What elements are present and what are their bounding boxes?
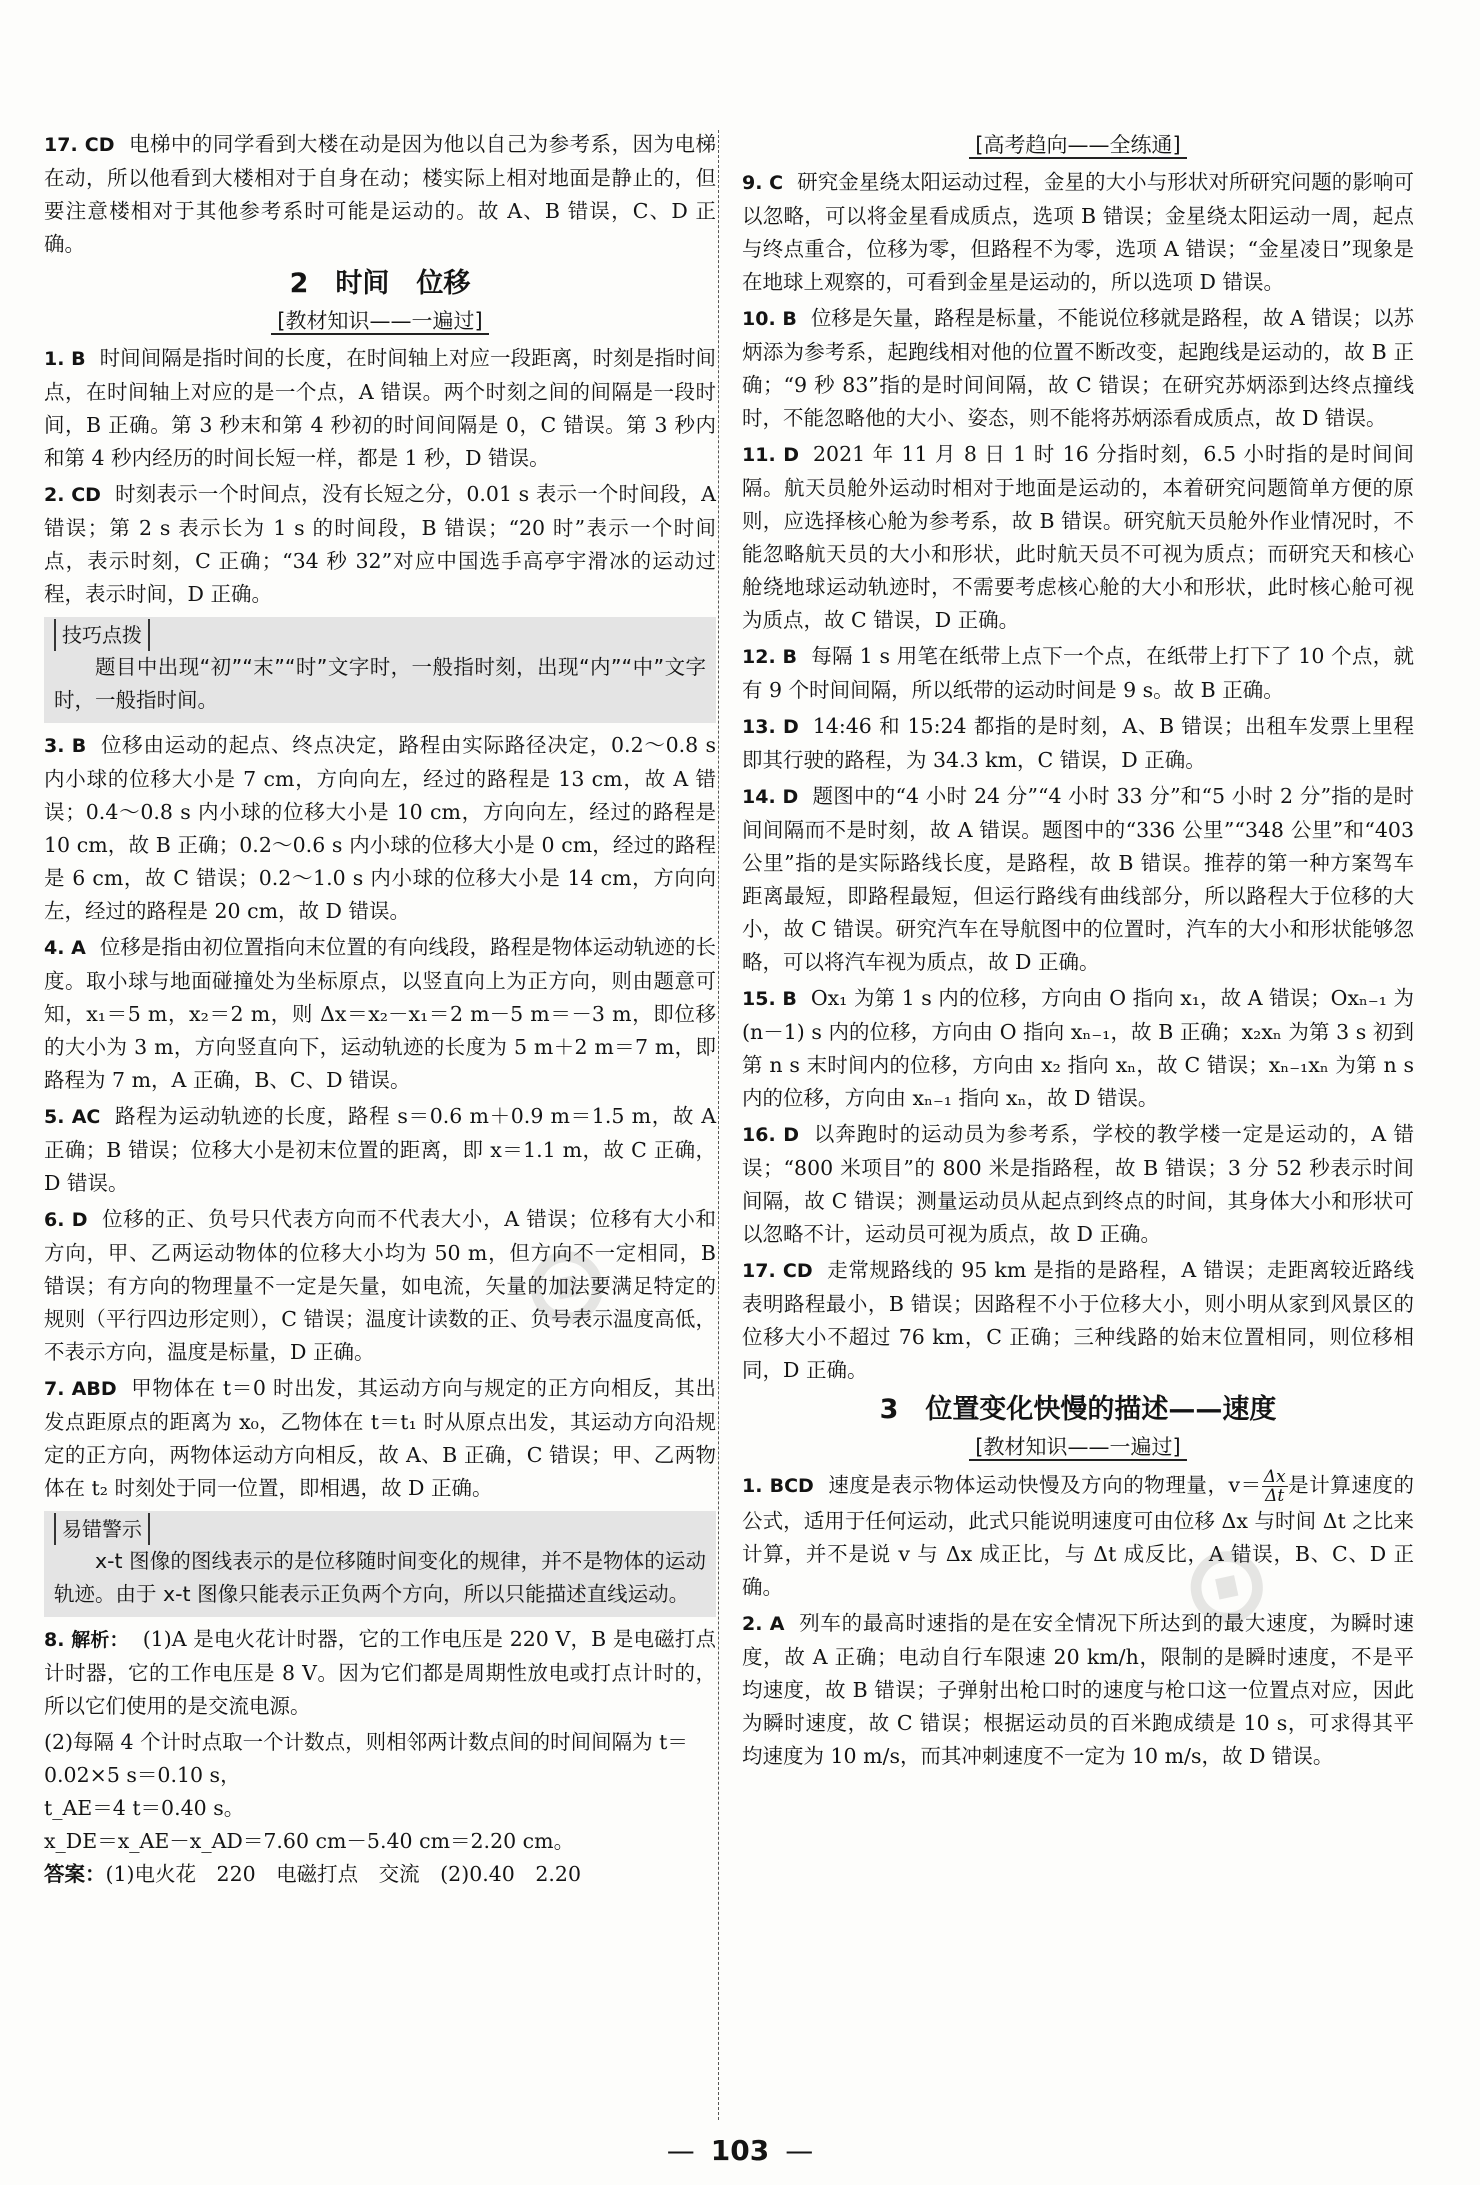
- answer-key: 6. D: [44, 1209, 88, 1231]
- answer-item: [44, 128, 716, 261]
- answer-key: 7. ABD: [44, 1378, 117, 1400]
- answer-item: [742, 1468, 1414, 1604]
- page-number-value: 103: [710, 2134, 770, 2167]
- explanation: 路程为运动轨迹的长度，路程 s＝0.6 m＋0.9 m＝1.5 m，故 A 正确；B 错误；位移大小是初末位置的距离，即 x＝1.1 m，故 C 正确，D 错误。: [44, 1104, 717, 1195]
- explanation: 电梯中的同学看到大楼在动是因为他以自己为参考系，因为电梯在动，所以他看到大楼相对于自身在动；楼实际上相对地面是静止的，但要注意楼相对于其他参考系时可能是运动的。故 A、B 错误，C、D 正确。: [44, 132, 716, 256]
- explanation-line: (2)每隔 4 个计时点取一个计数点，则相邻两计数点间的时间间隔为 t＝0.02×5 s＝0.10 s，: [44, 1730, 688, 1787]
- fraction-denominator: Δt: [1265, 1486, 1285, 1506]
- tip-label: 易错警示: [54, 1513, 150, 1545]
- answer-item: [742, 302, 1414, 435]
- explanation: 以奔跑时的运动员为参考系，学校的教学楼一定是运动的，A 错误；“800 米项目”的 800 米是指路程，故 B 错误；3 分 52 秒表示时间间隔，故 C 错误；测量运动员从起点到终点的时间，其身体大小和形状可以忽略不计，运动员可视为质点，故 D 正确。: [742, 1122, 1414, 1246]
- column-divider: [718, 130, 719, 2120]
- answer-item: [742, 166, 1414, 299]
- answer-key: 1. BCD: [742, 1475, 814, 1497]
- tip-box: [44, 617, 716, 723]
- right-column: [742, 128, 1414, 1776]
- answer-key: 3. B: [44, 735, 87, 757]
- explanation-line: x_DE＝x_AE－x_AD＝7.60 cm－5.40 cm＝2.20 cm。: [44, 1829, 575, 1853]
- fraction-numerator: Δx: [1263, 1467, 1286, 1487]
- answer-key: 12. B: [742, 646, 798, 668]
- answer-item: [44, 931, 716, 1097]
- answer-key: 2. A: [742, 1613, 785, 1635]
- velocity-fraction: [1262, 1468, 1288, 1505]
- explanation: 位移是矢量，路程是标量，不能说位移就是路程，故 A 错误；以苏炳添为参考系，起跑线相对他的位置不断改变，起跑线是运动的，故 B 正确；“9 秒 83”指的是时间间隔，故 C 错误；在研究苏炳添到达终点撞线时，不能忽略他的大小、姿态，则不能将苏炳添看成质点，故 D 错误。: [742, 306, 1414, 430]
- section-subtitle: [教材知识——一遍过]: [742, 1430, 1414, 1464]
- explanation-line: t_AE＝4 t＝0.40 s。: [44, 1796, 245, 1820]
- answer-key: 11. D: [742, 444, 799, 466]
- explanation: 2021 年 11 月 8 日 1 时 16 分指时刻，6.5 小时指的是时间间隔。航天员舱外运动时相对于地面是运动的，本着研究问题简单方便的原则，应选择核心舱为参考系，故 B 错误。研究航天员舱外作业情况时，不能忽略航天员的大小和形状，此时航天员不可视为质点；而研究天和核心舱绕地球运动轨迹时，不需要考虑核心舱的大小和形状，此时核心舱可视为质点，故 C 错误，D 正确。: [742, 442, 1414, 632]
- tip-label: 技巧点拨: [54, 619, 150, 651]
- tip-text: x-t 图像的图线表示的是位移随时间变化的规律，并不是物体的运动轨迹。由于 x-t 图像只能表示正负两个方向，所以只能描述直线运动。: [54, 1549, 706, 1606]
- explanation: 位移的正、负号只代表方向而不代表大小，A 错误；位移有大小和方向，甲、乙两运动物体的位移大小均为 50 m，但方向不一定相同，B 错误；有方向的物理量不一定是矢量，如电流，矢量的加法要满足特定的规则（平行四边形定则），C 错误；温度计读数的正、负号表示温度高低，不表示方向，温度是标量，D 正确。: [44, 1207, 717, 1364]
- answer-item: [44, 342, 716, 475]
- watermark: ⊙: [507, 1211, 625, 1357]
- answer-item: [742, 710, 1414, 777]
- answer-item: [742, 1607, 1414, 1773]
- answer-values: (1)电火花 220 电磁打点 交流 (2)0.40 2.20: [105, 1862, 581, 1886]
- explanation: Ox₁ 为第 1 s 内的位移，方向由 O 指向 x₁，故 A 错误；Oxₙ₋₁ 为(n－1) s 内的位移，方向由 O 指向 xₙ₋₁，故 B 正确；x₂xₙ 为第 3 s 初到第 n s 末时间内的位移，方向由 x₂ 指向 xₙ，故 C 错误；xₙ₋₁xₙ 为第 n s 内的位移，方向由 xₙ₋₁ 指向 xₙ，故 D 错误。: [742, 986, 1414, 1110]
- section-title: 3 位置变化快慢的描述——速度: [879, 1394, 1277, 1425]
- answer-key: 2. CD: [44, 484, 101, 506]
- tip-text: 题目中出现“初”“末”“时”文字时，一般指时刻，出现“内”“中”文字时，一般指时间。: [54, 655, 706, 712]
- explanation: 甲物体在 t＝0 时出发，其运动方向与规定的正方向相反，其出发点距原点的距离为 x₀，乙物体在 t＝t₁ 时从原点出发，其运动方向沿规定的正方向，两物体运动方向相反，故 A、B 正确，C 错误；甲、乙两物体在 t₂ 时刻处于同一位置，即相遇，故 D 正确。: [44, 1376, 717, 1500]
- explanation: 速度是表示物体运动快慢及方向的物理量，v＝: [827, 1473, 1262, 1497]
- answer-key: 14. D: [742, 786, 799, 808]
- answer-key: 17. CD: [742, 1260, 813, 1282]
- explanation: 是计算速度的公式，适用于任何运动，此式只能说明速度可由位移 Δx 与时间 Δt 之比来计算，并不是说 v 与 Δx 成正比，与 Δt 成反比，A 错误，B、C、D 正确。: [742, 1473, 1414, 1599]
- answer-item: [44, 729, 716, 928]
- answer-key: 17. CD: [44, 134, 115, 156]
- answer-item: [742, 982, 1414, 1115]
- explanation: 每隔 1 s 用笔在纸带上点下一个点，在纸带上打下了 10 个点，就有 9 个时间间隔，所以纸带的运动时间是 9 s。故 B 正确。: [742, 644, 1414, 702]
- explanation: 题图中的“4 小时 24 分”“4 小时 33 分”和“5 小时 2 分”指的是时间间隔而不是时刻，故 A 错误。题图中的“336 公里”“348 公里”和“403 公里”指的是实际路线长度，是路程，故 B 错误。推荐的第一种方案驾车距离最短，即路程最短，但运行路线有曲线部分，所以路程大于位移的大小，故 C 错误。研究汽车在导航图中的位置时，汽车的大小和形状能够忽略，可以将汽车视为质点，故 D 正确。: [742, 784, 1414, 974]
- answer-label: 答案：: [44, 1862, 106, 1886]
- explanation: 列车的最高时速指的是在安全情况下所达到的最大速度，为瞬时速度，故 A 正确；电动自行车限速 20 km/h，限制的是瞬时速度，不是平均速度，故 B 错误；子弹射出枪口时的速度与枪口这一位置点对应，因此为瞬时速度，故 C 错误；根据运动员的百米跑成绩是 10 s，可求得其平均速度为 10 m/s，而其冲刺速度不一定为 10 m/s，故 D 错误。: [742, 1611, 1414, 1768]
- answer-item: [742, 1118, 1414, 1251]
- answer-item: [742, 1254, 1414, 1387]
- explanation: 14:46 和 15:24 都指的是时刻，A、B 错误；出租车发票上里程即其行驶的路程，为 34.3 km，C 错误，D 正确。: [742, 714, 1414, 772]
- explanation: 位移由运动的起点、终点决定，路程由实际路径决定，0.2～0.8 s 内小球的位移大小是 7 cm，方向向左，经过的路程是 13 cm，故 A 错误；0.4～0.8 s 内小球的位移大小是 10 cm，方向向左，经过的路程是 10 cm，故 B 正确；0.2～0.6 s 内小球的位移大小是 0 cm，经过的路程是 6 cm，故 C 错误；0.2～1.0 s 内小球的位移大小是 14 cm，方向向左，经过的路程是 20 cm，故 D 错误。: [44, 733, 716, 923]
- page-number: — 103 —: [666, 2134, 814, 2167]
- explanation: 时刻表示一个时间点，没有长短之分，0.01 s 表示一个时间段，A 错误；第 2 s 表示长为 1 s 的时间段，B 错误；“20 时”表示一个时间点，表示时刻，C 正确；“34 秒 32”对应中国选手高亭宇滑冰的运动过程，表示时间，D 正确。: [44, 482, 716, 606]
- answer-key: 10. B: [742, 308, 797, 330]
- explanation: 走常规路线的 95 km 是指的是路程，A 错误；走距离较近路线表明路程最小，B 错误；因路程不小于位移大小，则小明从家到风景区的位移大小不超过 76 km，C 正确；三种线路的始末位置相同，则位移相同，D 正确。: [742, 1258, 1414, 1382]
- answer-key: 4. A: [44, 937, 86, 959]
- answer-item: [44, 1623, 716, 1723]
- tip-box: [44, 1511, 716, 1617]
- answer-key: 8. 解析：: [44, 1629, 129, 1651]
- section-subtitle: [高考趋向——全练通]: [742, 128, 1414, 162]
- final-answer: [44, 1858, 716, 1891]
- explanation: 时间间隔是指时间的长度，在时间轴上对应一段距离，时刻是指时间点，在时间轴上对应的是一个点，A 错误。两个时刻之间的间隔是一段时间，B 正确。第 3 秒末和第 4 秒初的时间间隔是 0，C 错误。第 3 秒内和第 4 秒内经历的时间长短一样，都是 1 秒，D 错误。: [44, 346, 716, 470]
- answer-key: 15. B: [742, 988, 797, 1010]
- watermark: ⊙: [1167, 1511, 1285, 1657]
- explanation: 位移是指由初位置指向末位置的有向线段，路程是物体运动轨迹的长度。取小球与地面碰撞处为坐标原点，以竖直向上为正方向，则由题意可知，x₁＝5 m，x₂＝2 m，则 Δx＝x₂－x₁＝2 m－5 m＝－3 m，即位移的大小为 3 m，方向竖直向下，运动轨迹的长度为 5 m＋2 m＝7 m，即路程为 7 m，A 正确，B、C、D 错误。: [44, 935, 717, 1092]
- section-subtitle: [教材知识——一遍过]: [44, 304, 716, 338]
- answer-key: 13. D: [742, 716, 799, 738]
- left-column: [44, 128, 716, 1891]
- answer-item: [742, 780, 1414, 979]
- answer-key: 9. C: [742, 172, 784, 194]
- answer-item: [742, 438, 1414, 637]
- answer-key: 1. B: [44, 348, 86, 370]
- answer-key: 16. D: [742, 1124, 799, 1146]
- answer-item: [44, 1372, 716, 1505]
- answer-item: [44, 478, 716, 611]
- section-title: 2 时间 位移: [289, 268, 471, 299]
- answer-key: 5. AC: [44, 1106, 101, 1128]
- answer-item: [44, 1100, 716, 1200]
- answer-item: [742, 640, 1414, 707]
- explanation: (1)A 是电火花计时器，它的工作电压是 220 V，B 是电磁打点计时器，它的工作电压是 8 V。因为它们都是周期性放电或打点计时的，所以它们使用的是交流电源。: [44, 1627, 716, 1718]
- explanation: 研究金星绕太阳运动过程，金星的大小与形状对所研究问题的影响可以忽略，可以将金星看成质点，选项 B 错误；金星绕太阳运动一周，起点与终点重合，位移为零，但路程不为零，选项 A 错误；“金星凌日”现象是在地球上观察的，可看到金星是运动的，所以选项 D 错误。: [742, 170, 1414, 294]
- answer-item: [44, 1203, 716, 1369]
